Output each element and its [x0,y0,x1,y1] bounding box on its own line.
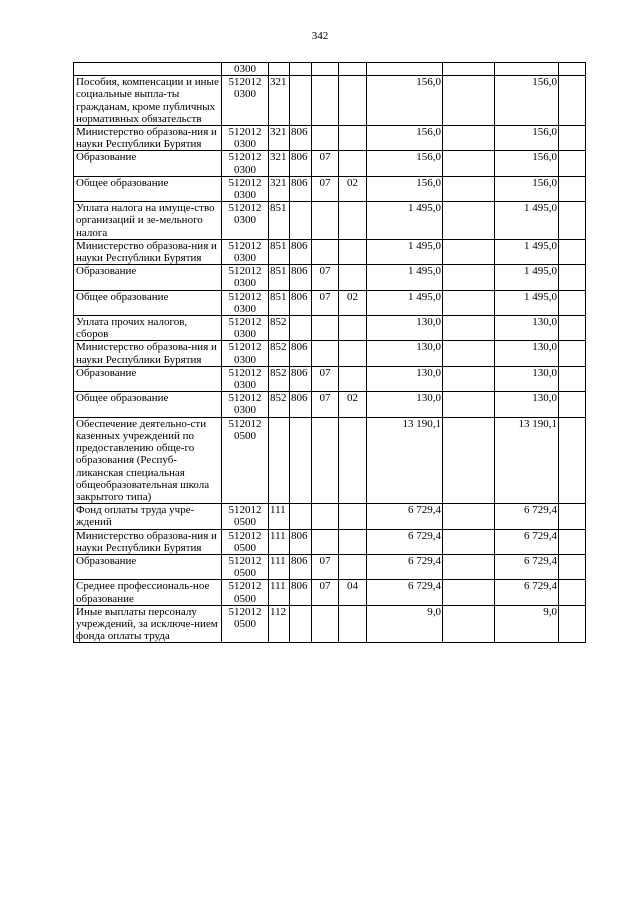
csr-line2: 0500 [234,541,256,554]
cell-grbs: 806 [290,341,312,366]
budget-table [73,62,586,643]
cell-sum1: 6 729,4 [367,504,443,529]
cell-pr [339,341,367,366]
cell-sum2: 1 495,0 [495,265,559,290]
cell-grbs: 806 [290,176,312,201]
cell-vr: 111 [269,504,290,529]
csr-line1: 512012 [228,580,262,593]
cell-csr [222,580,269,605]
csr-line2: 0500 [234,429,256,442]
table-row [74,202,586,240]
cell-sum2: 130,0 [495,341,559,366]
cell-empty2 [559,316,586,341]
table-row [74,417,586,503]
cell-empty1 [443,554,495,579]
cell-name: Среднее профессиональ-ное образование [74,580,222,605]
cell-rz: 07 [312,554,339,579]
csr-line2: 0500 [234,617,256,630]
cell-empty2 [559,265,586,290]
csr-line1: 512012 [228,126,262,139]
cell-pr [339,316,367,341]
table-row [74,341,586,366]
cell-rz [312,417,339,503]
cell-sum1: 1 495,0 [367,290,443,315]
cell-vr: 852 [269,366,290,391]
cell-name: Фонд оплаты труда учре-ждений [74,504,222,529]
csr-line2: 0300 [234,214,256,227]
cell-rz: 07 [312,290,339,315]
table-row [74,239,586,264]
cell-pr: 04 [339,580,367,605]
cell-grbs [290,202,312,240]
cell-sum2: 156,0 [495,126,559,151]
cell-csr [222,529,269,554]
cell-pr [339,554,367,579]
table-row [74,316,586,341]
cell-pr: 02 [339,290,367,315]
cell-vr: 111 [269,580,290,605]
cell-rz: 07 [312,151,339,176]
csr-line2: 0300 [234,277,256,290]
cell-sum1 [367,63,443,76]
cell-csr [222,76,269,126]
csr-line2: 0500 [234,516,256,529]
csr-line1: 512012 [228,504,262,517]
cell-sum2: 156,0 [495,151,559,176]
cell-empty1 [443,580,495,605]
csr-line1: 512012 [228,151,262,164]
csr-line1: 512012 [228,605,262,618]
cell-pr [339,265,367,290]
csr-line2: 0300 [234,63,256,75]
csr-line1: 512012 [228,76,262,89]
cell-pr [339,76,367,126]
cell-csr [222,202,269,240]
cell-name: Образование [74,366,222,391]
cell-sum2: 9,0 [495,605,559,643]
cell-csr [222,126,269,151]
cell-name: Министерство образова-ния и науки Республики Бурятия [74,126,222,151]
cell-vr: 321 [269,76,290,126]
cell-sum2: 130,0 [495,316,559,341]
table-row [74,176,586,201]
csr-line1: 512012 [228,202,262,215]
cell-grbs [290,417,312,503]
cell-sum2: 1 495,0 [495,290,559,315]
table-row [74,151,586,176]
cell-empty1 [443,290,495,315]
cell-csr [222,554,269,579]
cell-empty2 [559,151,586,176]
cell-csr [222,265,269,290]
csr-line2: 0300 [234,302,256,315]
cell-sum1: 6 729,4 [367,529,443,554]
cell-grbs: 806 [290,239,312,264]
cell-grbs [290,504,312,529]
cell-pr [339,239,367,264]
cell-rz: 07 [312,265,339,290]
csr-line1: 512012 [228,417,262,430]
csr-line1: 512012 [228,290,262,303]
cell-empty1 [443,366,495,391]
table-row [74,605,586,643]
csr-line1: 512012 [228,392,262,405]
cell-name: Министерство образова-ния и науки Республики Бурятия [74,341,222,366]
cell-empty2 [559,605,586,643]
table-row [74,76,586,126]
csr-line2: 0300 [234,163,256,176]
cell-empty2 [559,76,586,126]
cell-sum2: 6 729,4 [495,529,559,554]
cell-empty2 [559,366,586,391]
cell-empty2 [559,126,586,151]
cell-vr: 321 [269,176,290,201]
cell-rz [312,126,339,151]
csr-line1: 512012 [228,176,262,189]
cell-empty1 [443,392,495,417]
cell-pr [339,63,367,76]
csr-line2: 0500 [234,567,256,580]
cell-sum1: 130,0 [367,316,443,341]
cell-vr [269,417,290,503]
cell-grbs: 806 [290,580,312,605]
cell-empty1 [443,417,495,503]
cell-name: Уплата налога на имуще-ство организаций и зе-мельного налога [74,202,222,240]
cell-sum1: 6 729,4 [367,554,443,579]
cell-sum1: 156,0 [367,76,443,126]
cell-csr [222,316,269,341]
cell-grbs: 806 [290,529,312,554]
cell-rz [312,341,339,366]
cell-empty1 [443,529,495,554]
cell-name: Образование [74,151,222,176]
cell-empty1 [443,63,495,76]
cell-empty2 [559,529,586,554]
cell-vr: 852 [269,316,290,341]
table-row [74,126,586,151]
cell-pr [339,529,367,554]
cell-csr [222,417,269,503]
cell-name: Образование [74,554,222,579]
cell-name: Министерство образова-ния и науки Республики Бурятия [74,529,222,554]
table-row [74,392,586,417]
cell-grbs [290,63,312,76]
csr-line1: 512012 [228,239,262,252]
cell-csr [222,290,269,315]
cell-sum1: 130,0 [367,341,443,366]
cell-vr: 321 [269,126,290,151]
cell-name [74,63,222,76]
cell-rz: 07 [312,392,339,417]
cell-sum1: 1 495,0 [367,202,443,240]
cell-empty2 [559,417,586,503]
cell-empty1 [443,265,495,290]
cell-pr [339,151,367,176]
cell-csr [222,366,269,391]
csr-line2: 0300 [234,252,256,265]
cell-sum1: 156,0 [367,176,443,201]
cell-empty2 [559,580,586,605]
cell-rz: 07 [312,366,339,391]
cell-sum2: 13 190,1 [495,417,559,503]
cell-grbs: 806 [290,366,312,391]
cell-sum2: 1 495,0 [495,202,559,240]
cell-name: Пособия, компенсации и иные социальные выпла-ты гражданам, кроме публичных нормативных обязательств [74,76,222,126]
cell-rz: 07 [312,176,339,201]
cell-grbs: 806 [290,392,312,417]
cell-empty2 [559,341,586,366]
cell-sum2: 6 729,4 [495,504,559,529]
cell-rz [312,76,339,126]
cell-name: Обеспечение деятельно-сти казенных учреждений по предоставлению обще-го образования (Респуб-ликанская специальная общеобразовательная школа закрытого типа) [74,417,222,503]
cell-grbs [290,605,312,643]
cell-empty1 [443,239,495,264]
cell-name: Общее образование [74,392,222,417]
cell-empty1 [443,202,495,240]
cell-sum1: 156,0 [367,126,443,151]
cell-csr [222,176,269,201]
cell-name: Иные выплаты персоналу учреждений, за исключе-нием фонда оплаты труда [74,605,222,643]
cell-sum2 [495,63,559,76]
cell-vr: 111 [269,554,290,579]
cell-vr: 321 [269,151,290,176]
cell-pr [339,504,367,529]
cell-vr: 852 [269,392,290,417]
table-row [74,265,586,290]
cell-empty2 [559,202,586,240]
csr-line1: 512012 [228,265,262,278]
cell-empty1 [443,76,495,126]
cell-vr: 852 [269,341,290,366]
cell-csr [222,392,269,417]
cell-rz [312,202,339,240]
cell-sum2: 156,0 [495,76,559,126]
table-row [74,529,586,554]
cell-pr: 02 [339,176,367,201]
table-row [74,554,586,579]
cell-empty1 [443,341,495,366]
cell-empty1 [443,504,495,529]
cell-csr [222,151,269,176]
page-number: 342 [311,30,329,42]
cell-csr [222,605,269,643]
cell-vr: 111 [269,529,290,554]
cell-csr [222,341,269,366]
csr-line2: 0300 [234,88,256,101]
cell-rz [312,605,339,643]
table-row [74,290,586,315]
csr-line1: 512012 [228,366,262,379]
cell-grbs [290,76,312,126]
cell-rz [312,63,339,76]
cell-sum2: 1 495,0 [495,239,559,264]
cell-empty2 [559,554,586,579]
cell-sum1: 156,0 [367,151,443,176]
cell-name: Образование [74,265,222,290]
cell-empty1 [443,126,495,151]
cell-rz [312,529,339,554]
cell-vr: 851 [269,265,290,290]
cell-empty2 [559,392,586,417]
cell-rz: 07 [312,580,339,605]
cell-pr [339,417,367,503]
csr-line2: 0300 [234,404,256,417]
cell-sum1: 9,0 [367,605,443,643]
csr-line1: 512012 [228,316,262,329]
cell-name: Министерство образова-ния и науки Республики Бурятия [74,239,222,264]
csr-line2: 0300 [234,328,256,341]
cell-sum1: 130,0 [367,392,443,417]
cell-grbs: 806 [290,151,312,176]
cell-sum2: 130,0 [495,392,559,417]
cell-sum2: 156,0 [495,176,559,201]
table-row [74,504,586,529]
cell-empty2 [559,290,586,315]
cell-grbs: 806 [290,290,312,315]
cell-name: Общее образование [74,290,222,315]
cell-grbs [290,316,312,341]
cell-vr [269,63,290,76]
cell-name: Общее образование [74,176,222,201]
cell-empty1 [443,176,495,201]
csr-line2: 0300 [234,138,256,151]
cell-rz [312,239,339,264]
cell-pr [339,366,367,391]
csr-line2: 0300 [234,353,256,366]
cell-vr: 112 [269,605,290,643]
csr-line1: 512012 [228,554,262,567]
cell-pr: 02 [339,392,367,417]
cell-empty2 [559,63,586,76]
cell-grbs: 806 [290,265,312,290]
cell-csr [222,504,269,529]
cell-sum2: 6 729,4 [495,580,559,605]
cell-sum2: 6 729,4 [495,554,559,579]
continuation-row [74,63,586,76]
cell-pr [339,605,367,643]
table-row [74,366,586,391]
cell-csr [222,63,269,76]
csr-line2: 0300 [234,189,256,202]
csr-line1: 512012 [228,341,262,354]
cell-sum1: 6 729,4 [367,580,443,605]
cell-grbs: 806 [290,554,312,579]
cell-empty2 [559,504,586,529]
cell-grbs: 806 [290,126,312,151]
cell-vr: 851 [269,290,290,315]
table-row [74,580,586,605]
cell-empty1 [443,151,495,176]
cell-pr [339,126,367,151]
cell-empty2 [559,176,586,201]
csr-line1: 512012 [228,529,262,542]
cell-rz [312,316,339,341]
cell-empty2 [559,239,586,264]
cell-vr: 851 [269,239,290,264]
cell-sum1: 1 495,0 [367,265,443,290]
cell-empty1 [443,605,495,643]
cell-rz [312,504,339,529]
cell-csr [222,239,269,264]
cell-sum1: 130,0 [367,366,443,391]
csr-line2: 0300 [234,379,256,392]
cell-name: Уплата прочих налогов, сборов [74,316,222,341]
cell-pr [339,202,367,240]
cell-sum2: 130,0 [495,366,559,391]
cell-empty1 [443,316,495,341]
cell-sum1: 13 190,1 [367,417,443,503]
cell-sum1: 1 495,0 [367,239,443,264]
csr-line2: 0500 [234,592,256,605]
cell-vr: 851 [269,202,290,240]
